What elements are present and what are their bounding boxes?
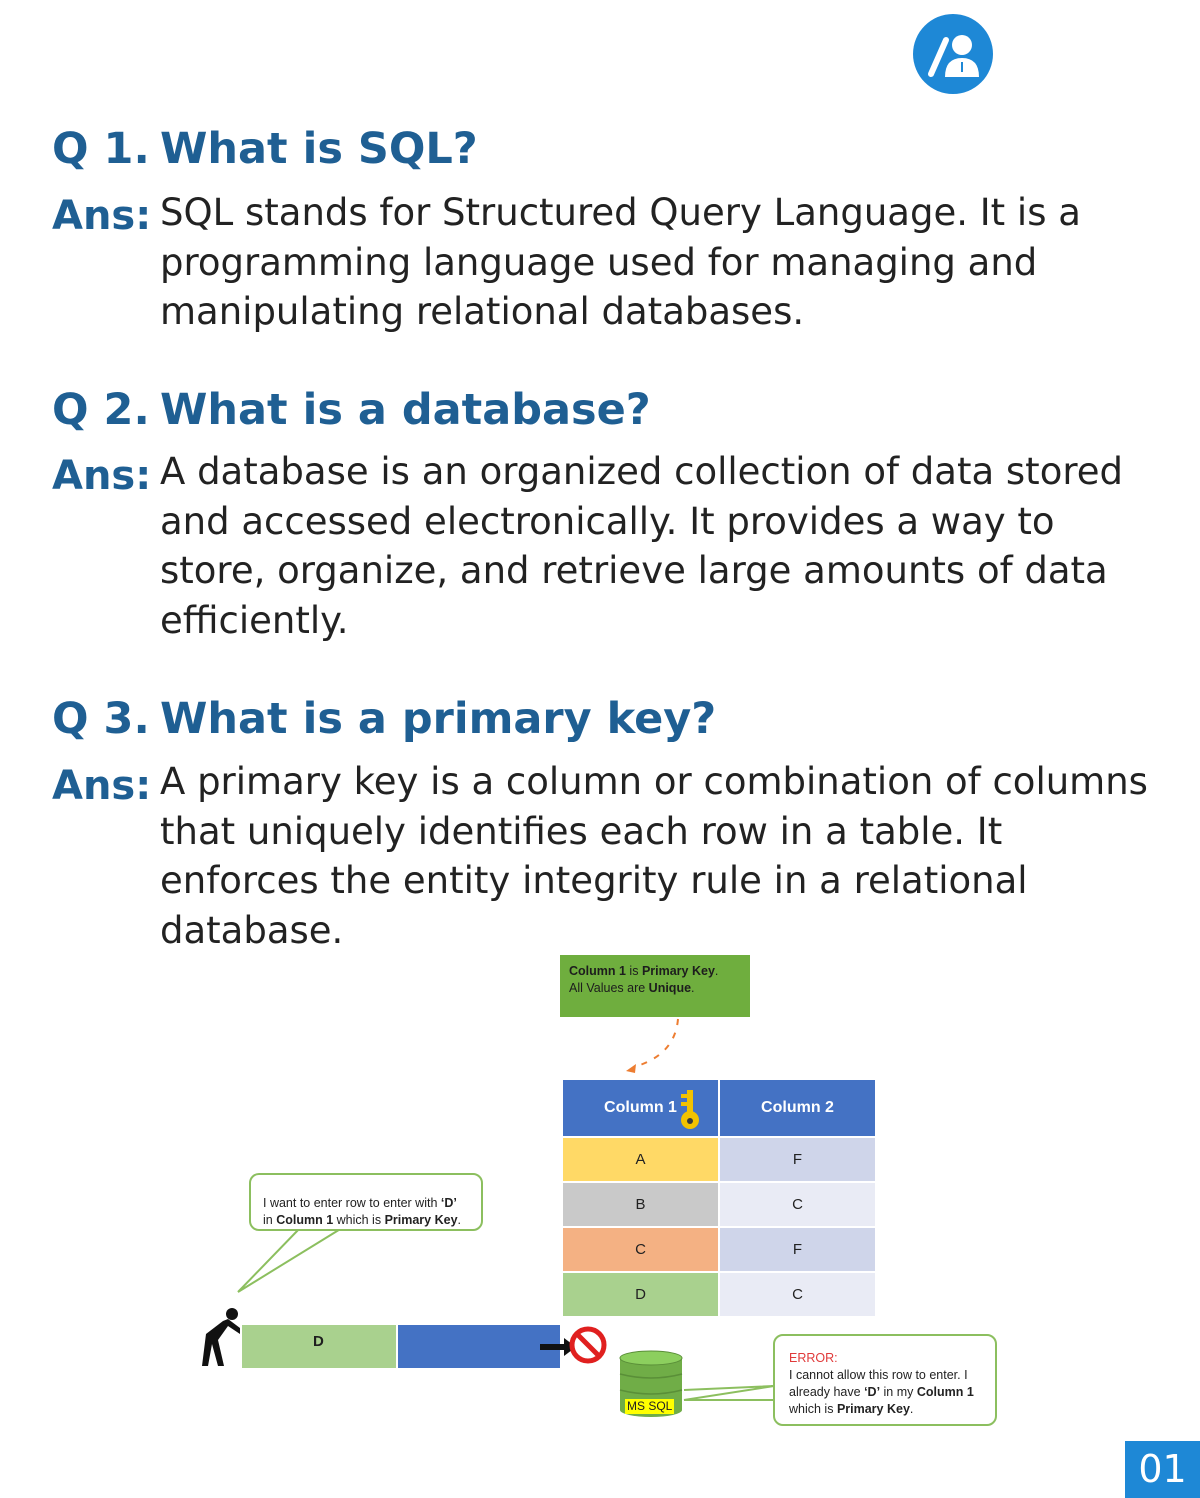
key-icon — [679, 1088, 701, 1130]
error-bubble: ERROR: I cannot allow this row to enter. I already have ‘D’ in my Column 1 which is Primary Key. — [773, 1334, 997, 1426]
answer-text: A primary key is a column or combination of columns that uniquely identifies each row in a table. It enforces the entity integrity rule in a relational database. — [160, 760, 1148, 952]
answer-label: Ans: — [52, 453, 152, 499]
user-speech-bubble: I want to enter row to enter with ‘D’ in Column 1 which is Primary Key. — [249, 1173, 483, 1231]
table-header: Column 2 — [719, 1079, 876, 1137]
table-cell: F — [719, 1137, 876, 1182]
logo-badge — [913, 14, 993, 94]
primary-key-table — [561, 1078, 877, 1318]
connector-lines — [682, 1378, 782, 1408]
table-row — [562, 1137, 876, 1182]
answer-label: Ans: — [52, 763, 152, 809]
arrow-icon — [540, 1344, 566, 1350]
database-label: MS SQL — [627, 1399, 673, 1413]
page-number: 01 — [1125, 1441, 1200, 1498]
new-row-cell: D — [242, 1325, 396, 1368]
table-cell: C — [719, 1272, 876, 1317]
person-pushing-icon — [196, 1304, 242, 1368]
table-cell: D — [562, 1272, 719, 1317]
answer-text: A database is an organized collection of data stored and accessed electronically. It provides a way to store, organize, and retrieve large amounts of data efficiently. — [160, 450, 1123, 642]
speech-tail — [230, 1226, 350, 1296]
question-title: What is a primary key? — [160, 694, 717, 744]
table-row — [562, 1272, 876, 1317]
answer-text: SQL stands for Structured Query Language. It is a programming language used for managing and manipulating relational databases. — [160, 191, 1081, 333]
question-number: Q 3. — [52, 694, 150, 744]
person-with-pen-icon — [913, 14, 993, 94]
table-row — [562, 1182, 876, 1227]
answer-label: Ans: — [52, 193, 152, 239]
question-title: What is a database? — [160, 385, 651, 435]
table-cell: A — [562, 1137, 719, 1182]
question-title: What is SQL? — [160, 124, 478, 174]
primary-key-note: Column 1 is Primary Key. All Values are Unique. — [560, 955, 750, 1017]
table-header: Column 1 — [562, 1079, 719, 1137]
new-row-cell-2 — [398, 1325, 560, 1368]
table-cell: C — [562, 1227, 719, 1272]
question-number: Q 1. — [52, 124, 150, 174]
table-row — [562, 1227, 876, 1272]
table-cell: B — [562, 1182, 719, 1227]
dashed-arrow — [600, 1015, 700, 1085]
question-number: Q 2. — [52, 385, 150, 435]
table-cell: C — [719, 1182, 876, 1227]
blocked-arrow — [538, 1325, 610, 1369]
table-cell: F — [719, 1227, 876, 1272]
